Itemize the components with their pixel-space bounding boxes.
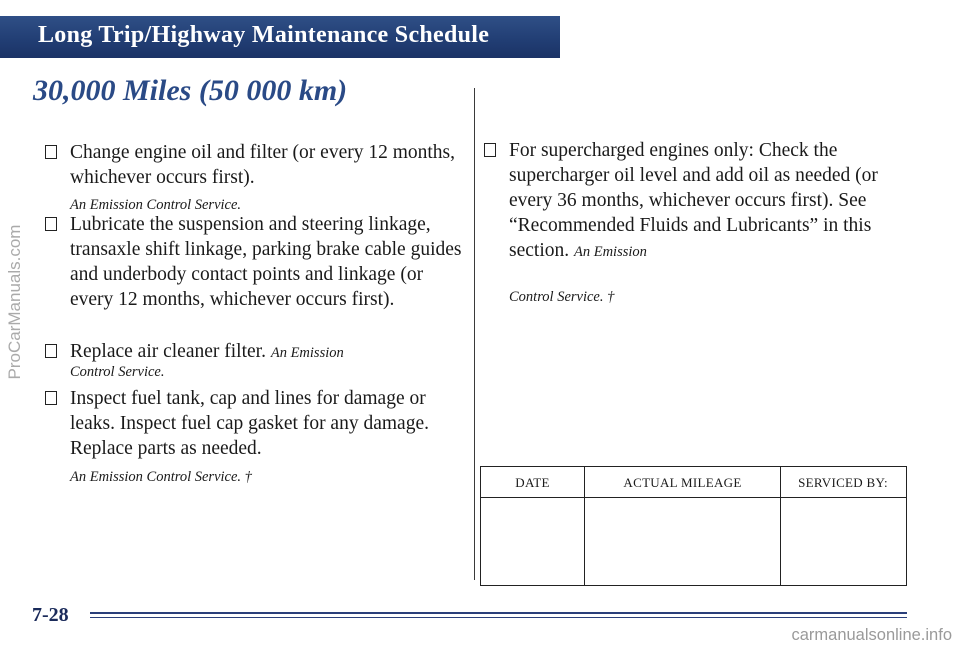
- item-text: For supercharged engines only: Check the supercharger oil level and add oil as needed (or every 36 months, whichever occurs first). See “Recommended Fluids and Lubricants” in this section.: [509, 140, 878, 261]
- item-text: Replace air cleaner filter.: [70, 341, 266, 362]
- item-note: An Emission Control Service. †: [70, 469, 252, 485]
- item-note-continued: Control Service. †: [509, 289, 615, 305]
- page-header-title: Long Trip/Highway Maintenance Schedule: [38, 22, 490, 48]
- checkbox-icon[interactable]: [45, 145, 57, 159]
- item-text: Change engine oil and filter (or every 12 months, whichever occurs first).: [70, 142, 456, 188]
- table-header-serviced-by: SERVICED BY:: [798, 475, 888, 490]
- checklist-item-fuel-tank: [45, 386, 465, 490]
- page-number: 7-28: [32, 604, 69, 626]
- table-header-mileage: ACTUAL MILEAGE: [623, 475, 742, 490]
- checklist-item-supercharger: [484, 138, 914, 265]
- item-text: Inspect fuel tank, cap and lines for damage or leaks. Inspect fuel cap gasket for any damage. Replace parts as needed.: [70, 388, 429, 459]
- item-note: An Emission: [573, 244, 647, 260]
- item-text: Lubricate the suspension and steering linkage, transaxle shift linkage, parking brake cable guides and underbody contact points and linkage (or every 12 months, whichever occurs first).: [70, 214, 462, 310]
- checklist-item-air-filter: [45, 339, 465, 366]
- checklist-item-oil-change: [45, 140, 465, 218]
- item-note: An Emission Control Service.: [70, 197, 242, 213]
- checklist-item-lubricate: [45, 212, 465, 312]
- item-note: An Emission: [270, 345, 344, 361]
- checkbox-icon[interactable]: [45, 217, 57, 231]
- column-divider: [474, 88, 475, 580]
- service-record-table: [480, 466, 907, 586]
- footer-rule-thin: [90, 617, 907, 618]
- checkbox-icon[interactable]: [484, 143, 496, 157]
- side-watermark: ProCarManuals.com: [5, 224, 24, 380]
- checkbox-icon[interactable]: [45, 391, 57, 405]
- checkbox-icon[interactable]: [45, 344, 57, 358]
- table-header-date: DATE: [515, 475, 550, 490]
- footer-rule: [90, 612, 907, 614]
- mileage-section-title: 30,000 Miles (50 000 km): [33, 74, 348, 107]
- item-note-continued: Control Service.: [70, 364, 165, 380]
- bottom-watermark: carmanualsonline.info: [791, 626, 952, 644]
